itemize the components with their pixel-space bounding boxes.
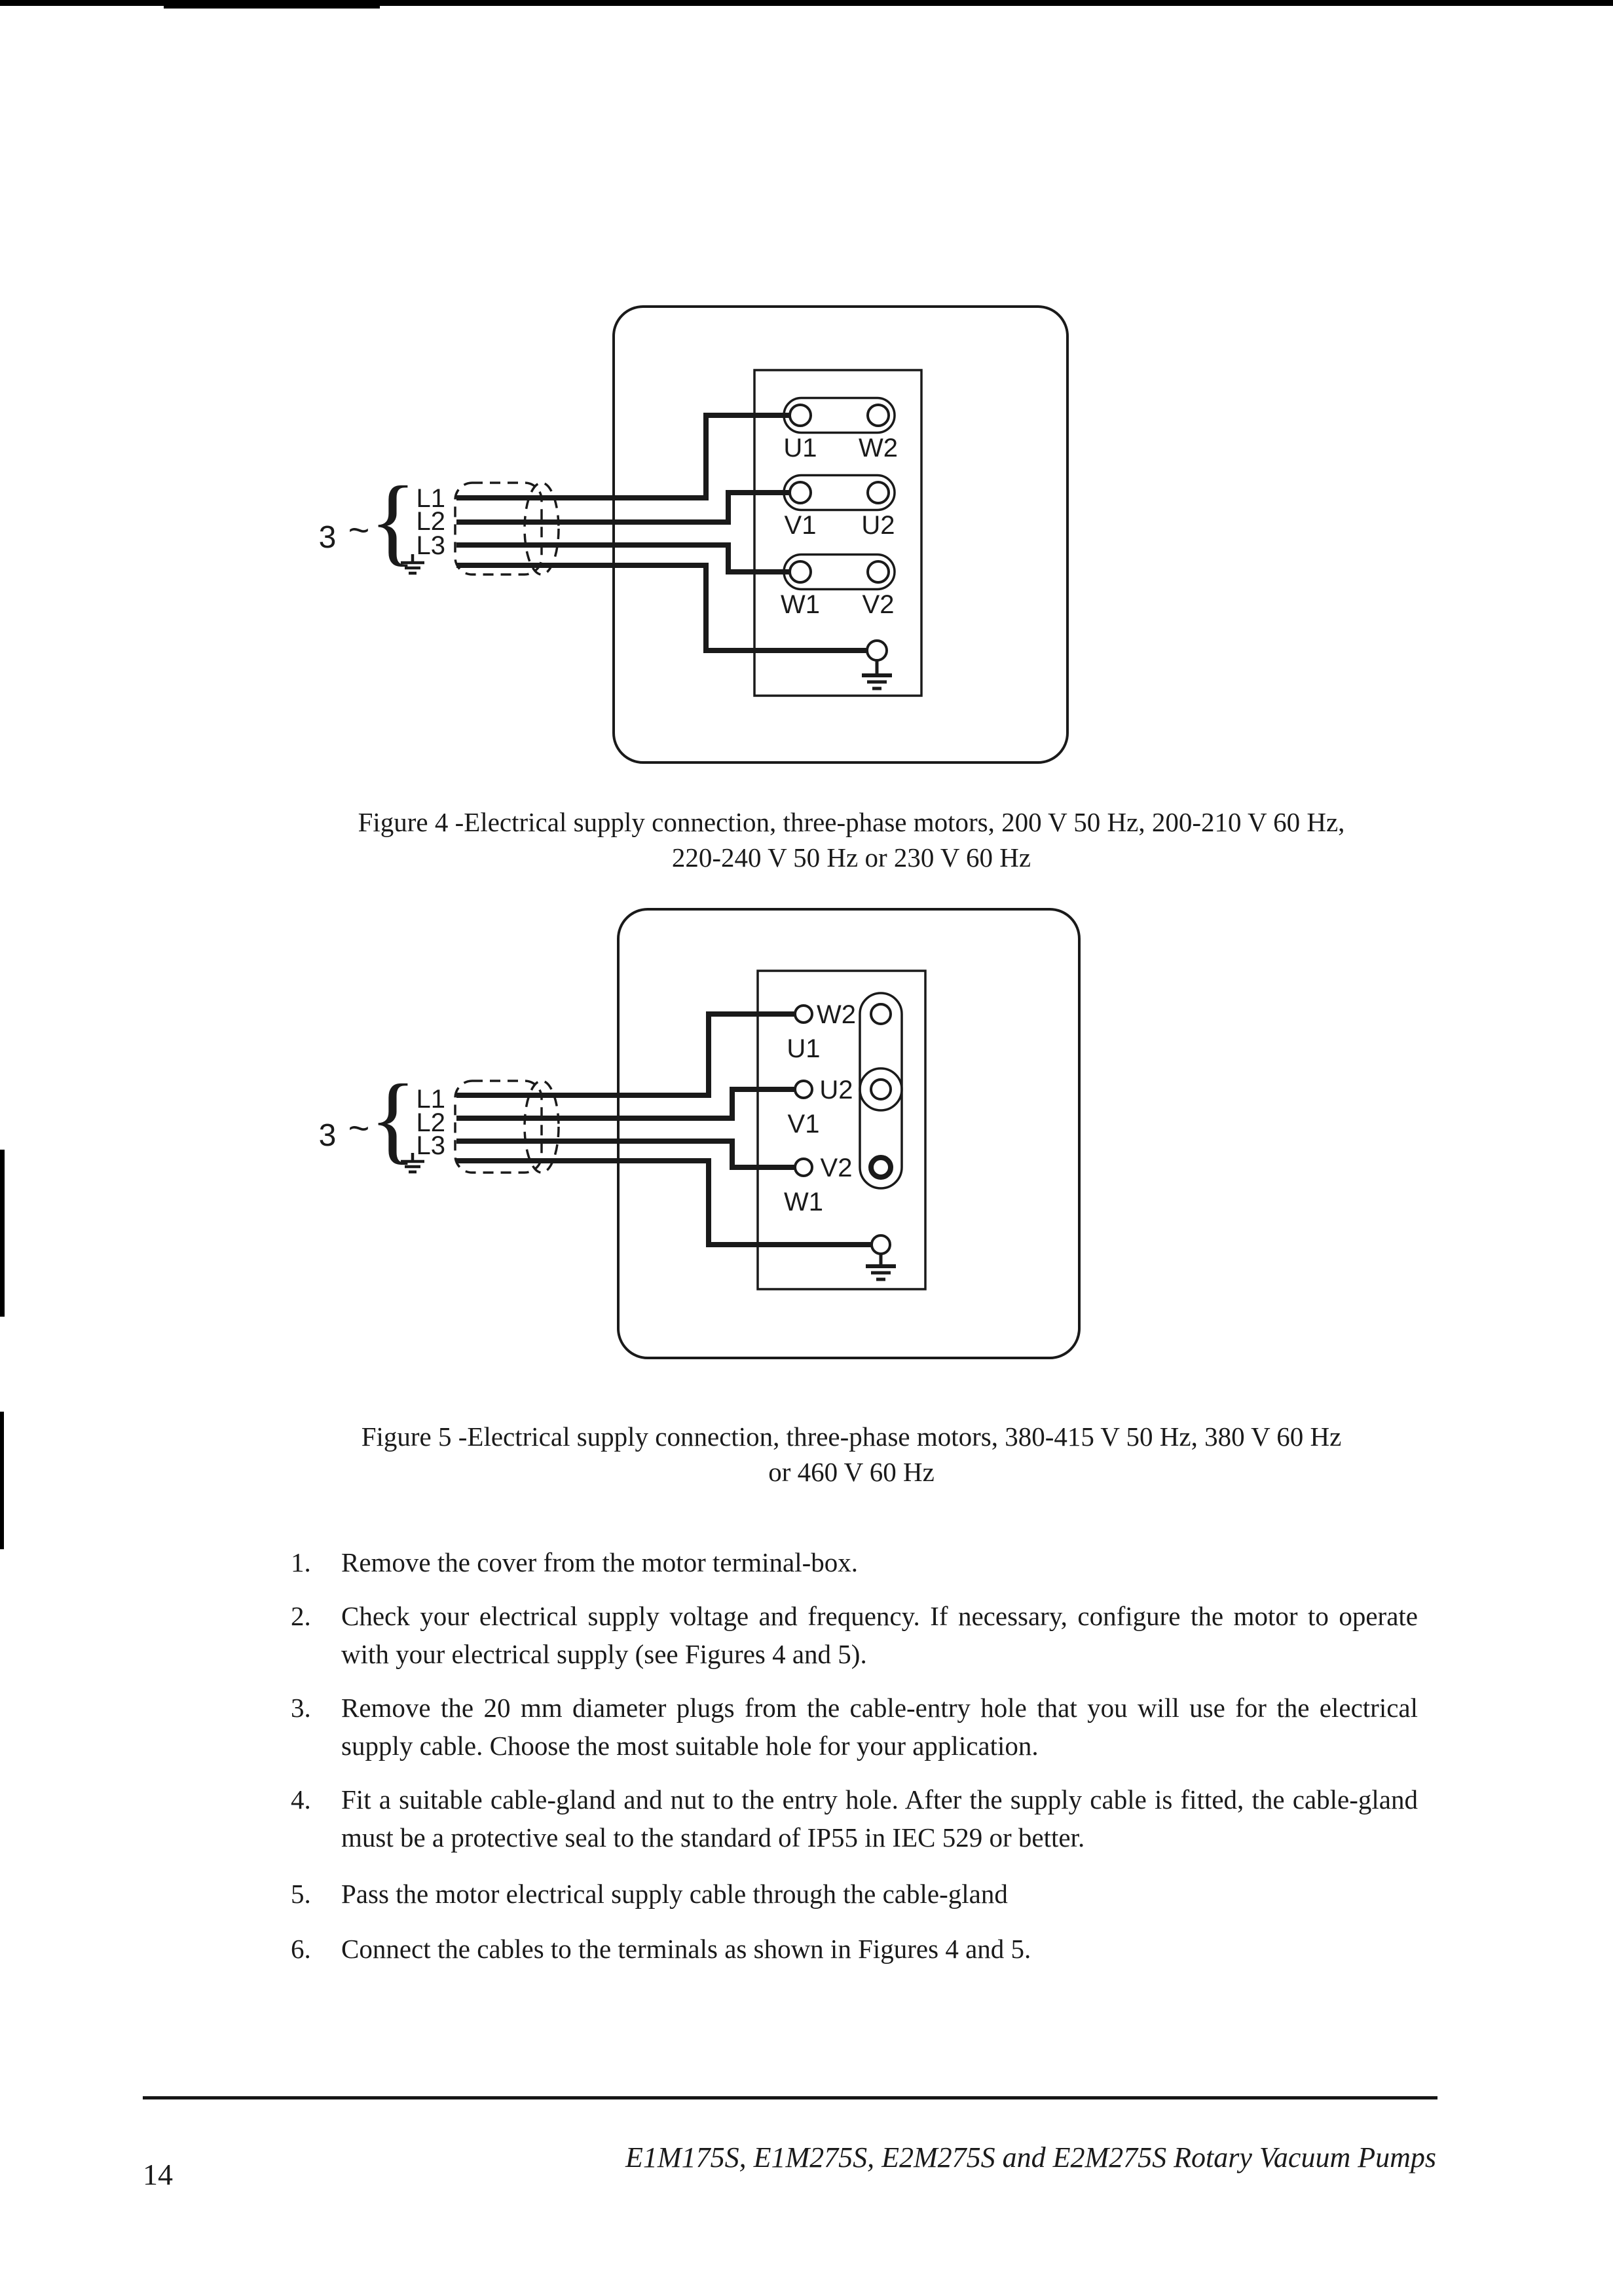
- input-l3-label: L3: [416, 1131, 445, 1160]
- instruction-text: Remove the cover from the motor terminal-box.: [341, 1547, 859, 1577]
- terminal-u1-circle: [790, 405, 811, 426]
- terminal-u2-label: U2: [819, 1076, 853, 1104]
- footer-rule: [143, 2096, 1437, 2099]
- ac-tilde-icon: ~: [348, 1107, 370, 1148]
- terminal-w1-circle: [790, 561, 811, 582]
- earth-icon: [866, 1254, 896, 1279]
- scan-artifact-left-mark-1: [0, 1150, 5, 1317]
- terminal-w2-label: W2: [817, 1000, 856, 1029]
- ac-tilde-icon: ~: [348, 509, 370, 550]
- terminal-earth-circle: [872, 1235, 890, 1254]
- running-title: E1M175S, E1M275S, E2M275S and E2M275S Rotary Vacuum Pumps: [625, 2141, 1436, 2174]
- input-l2-label: L2: [416, 507, 445, 536]
- input-l1-label: L1: [416, 484, 445, 513]
- instruction-text: Remove the 20 mm diameter plugs from the cable-entry hole that you will use for the electrical supply cable. Choose the most suitable hole for your application.: [341, 1693, 1418, 1761]
- instruction-number: 6.: [291, 1934, 311, 1964]
- scan-artifact-top-bar: [0, 0, 1613, 6]
- terminal-u1-label: U1: [787, 1034, 821, 1063]
- terminal-strip: [754, 370, 921, 696]
- instruction-text: Fit a suitable cable-gland and nut to the entry hole. After the supply cable is fitted, the cable-gland must be a protective seal to the standard of IP55 in IEC 529 or better.: [341, 1784, 1418, 1853]
- terminal-v2-circle: [871, 1157, 891, 1177]
- terminal-w2-circle: [868, 405, 889, 426]
- instruction-number: 1.: [291, 1547, 311, 1577]
- instruction-item-6: [291, 1930, 1418, 1968]
- instruction-item-1: [291, 1543, 1418, 1581]
- terminal-v2-label: V2: [820, 1154, 853, 1182]
- terminal-u1-circle: [795, 1006, 812, 1023]
- terminal-box-outline: [614, 307, 1067, 762]
- scan-artifact-top-bar-nub: [164, 6, 380, 9]
- scan-artifact-left-mark-2: [0, 1412, 4, 1549]
- figure4-caption-line2: 220-240 V 50 Hz or 230 V 60 Hz: [671, 842, 1031, 873]
- instruction-item-4: [291, 1780, 1418, 1856]
- terminal-u1-label: U1: [783, 434, 817, 462]
- instruction-number: 2.: [291, 1601, 311, 1631]
- link-w2-u2: [860, 993, 902, 1110]
- figure5-caption: [282, 1419, 1421, 1490]
- wire-l1: [456, 415, 790, 498]
- instruction-item-2: [291, 1597, 1418, 1673]
- link-v1-u2: [784, 476, 895, 510]
- phase-count-label: 3: [318, 520, 337, 555]
- instruction-item-3: [291, 1689, 1418, 1765]
- figure4-caption: [282, 804, 1421, 875]
- terminal-w1-circle: [795, 1159, 812, 1176]
- instruction-text: Pass the motor electrical supply cable through the cable-gland: [341, 1879, 1008, 1909]
- figure5-caption-line1: Figure 5 -Electrical supply connection, three-phase motors, 380-415 V 50 Hz, 380 V 60 Hz: [361, 1421, 1342, 1452]
- terminal-u2-label: U2: [861, 511, 895, 540]
- input-l1-label: L1: [416, 1085, 445, 1114]
- instruction-text: Connect the cables to the terminals as shown in Figures 4 and 5.: [341, 1934, 1031, 1964]
- terminal-w2-circle: [871, 1004, 891, 1024]
- terminal-u2-circle: [868, 482, 889, 503]
- figure5-wiring-diagram: [282, 878, 1113, 1402]
- instruction-text: Check your electrical supply voltage and frequency. If necessary, configure the motor to operate with your electrical supply (see Figures 4 and 5).: [341, 1601, 1418, 1669]
- instruction-number: 3.: [291, 1693, 311, 1723]
- link-u2-v2: [860, 1068, 902, 1188]
- link-w1-v2: [784, 555, 895, 590]
- instruction-number: 5.: [291, 1879, 311, 1909]
- figure4-wiring-diagram: [282, 275, 1100, 793]
- figure4-caption-line1: Figure 4 -Electrical supply connection, three-phase motors, 200 V 50 Hz, 200-210 V 60 Hz,: [358, 807, 1345, 837]
- input-l2-label: L2: [416, 1108, 445, 1137]
- terminal-v1-circle: [795, 1081, 812, 1098]
- terminal-box-outline: [618, 909, 1079, 1358]
- phase-count-label: 3: [318, 1118, 337, 1153]
- input-l3-label: L3: [416, 531, 445, 560]
- wire-l1: [456, 1014, 795, 1095]
- brace-icon: {: [369, 466, 417, 575]
- earth-icon: [862, 660, 892, 688]
- terminal-v1-label: V1: [787, 1110, 820, 1139]
- page-number: 14: [143, 2158, 173, 2191]
- terminal-v2-label: V2: [862, 590, 895, 619]
- terminal-u2-circle: [871, 1080, 891, 1099]
- brace-icon: {: [369, 1064, 417, 1173]
- terminal-v1-circle: [790, 482, 811, 503]
- terminal-v1-label: V1: [784, 511, 817, 540]
- terminal-w1-label: W1: [784, 1188, 823, 1216]
- terminal-w2-label: W2: [859, 434, 898, 462]
- figure5-caption-line2: or 460 V 60 Hz: [768, 1457, 935, 1487]
- instruction-number: 4.: [291, 1784, 311, 1815]
- terminal-earth-circle: [867, 641, 887, 660]
- link-u1-w2: [784, 398, 895, 433]
- terminal-w1-label: W1: [781, 590, 820, 619]
- instruction-item-5: [291, 1875, 1418, 1913]
- terminal-v2-circle: [868, 561, 889, 582]
